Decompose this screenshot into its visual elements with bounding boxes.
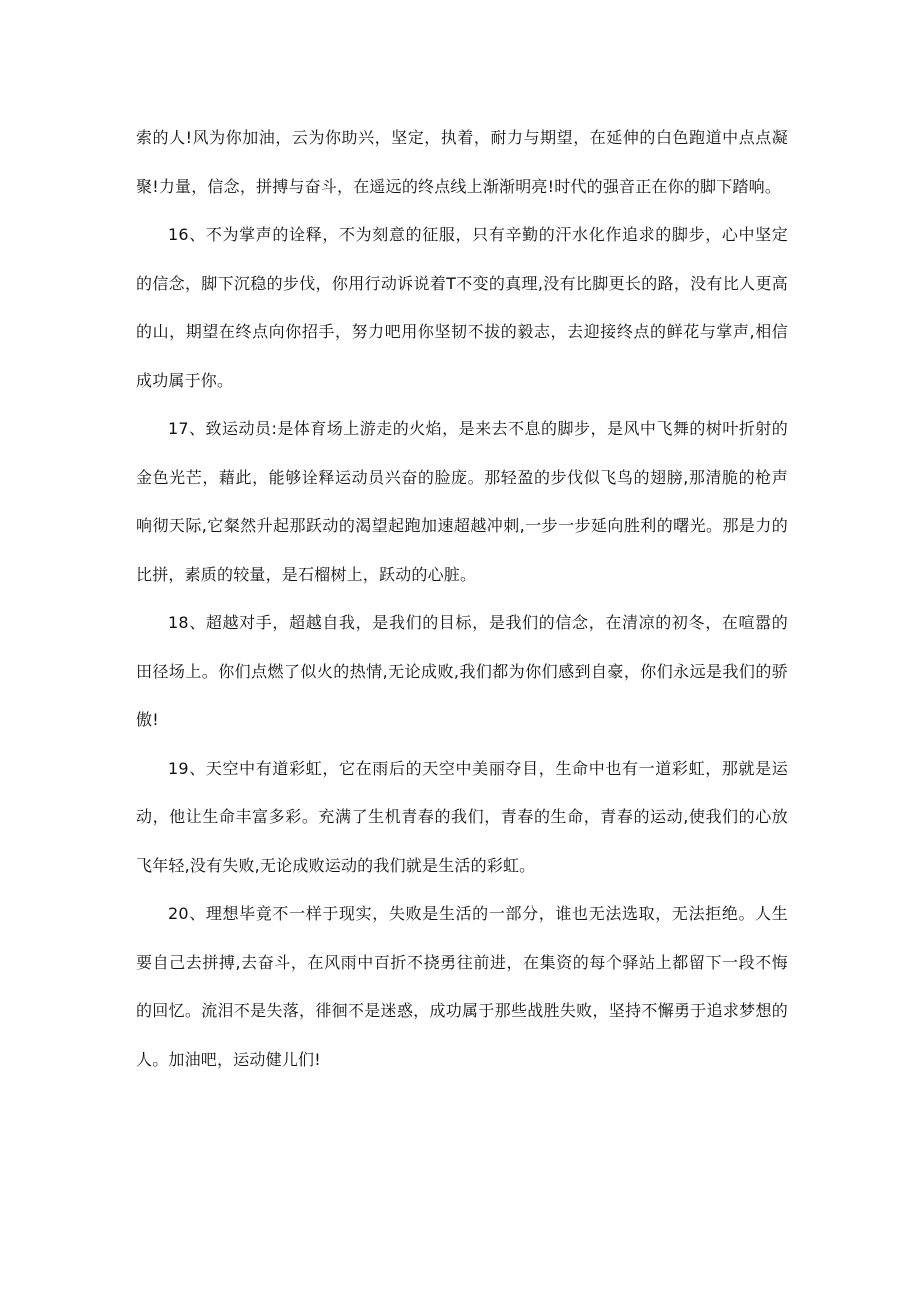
document-body <box>136 114 788 1084</box>
paragraph-19: 19、天空中有道彩虹，它在雨后的天空中美丽夺目，生命中也有一道彩虹，那就是运动，他让生命丰富多彩。充满了生机青春的我们，青春的生命，青春的运动,使我们的心放飞年轻,没有失败,无论成败运动的我们就是生活的彩虹。 <box>136 758 788 875</box>
paragraph-20: 20、理想毕竟不一样于现实，失败是生活的一部分，谁也无法选取，无法拒绝。人生要自己去拼搏,去奋斗，在风雨中百折不挠勇往前进，在集资的每个驿站上都留下一段不悔的回忆。流泪不是失落，徘徊不是迷惑，成功属于那些战胜失败，坚持不懈勇于追求梦想的人。加油吧，运动健儿们! <box>136 904 788 1069</box>
paragraph-intro: 索的人!风为你加油，云为你助兴，坚定，执着，耐力与期望，在延伸的白色跑道中点点凝聚!力量，信念，拼搏与奋斗，在遥远的终点线上渐渐明亮!时代的强音正在你的脚下踏响。 <box>136 128 788 196</box>
paragraph-17: 17、致运动员:是体育场上游走的火焰，是来去不息的脚步，是风中飞舞的树叶折射的金色光芒，藉此，能够诠释运动员兴奋的脸庞。那轻盈的步伐似飞鸟的翅膀,那清脆的枪声响彻天际,它粲然升起那跃动的渴望起跑加速超越冲刺,一步一步延向胜利的曙光。那是力的比拼，素质的较量，是石榴树上，跃动的心脏。 <box>136 419 788 584</box>
paragraph-18: 18、超越对手，超越自我，是我们的目标，是我们的信念，在清凉的初冬，在喧嚣的田径场上。你们点燃了似火的热情,无论成败,我们都为你们感到自豪，你们永远是我们的骄傲! <box>136 613 788 729</box>
paragraph-16: 16、不为掌声的诠释，不为刻意的征服，只有辛勤的汗水化作追求的脚步，心中坚定的信念，脚下沉稳的步伐，你用行动诉说着T不变的真理,没有比脚更长的路，没有比人更高的山，期望在终点向你招手，努力吧用你坚韧不拔的毅志，去迎接终点的鲜花与掌声,相信成功属于你。 <box>136 225 788 390</box>
